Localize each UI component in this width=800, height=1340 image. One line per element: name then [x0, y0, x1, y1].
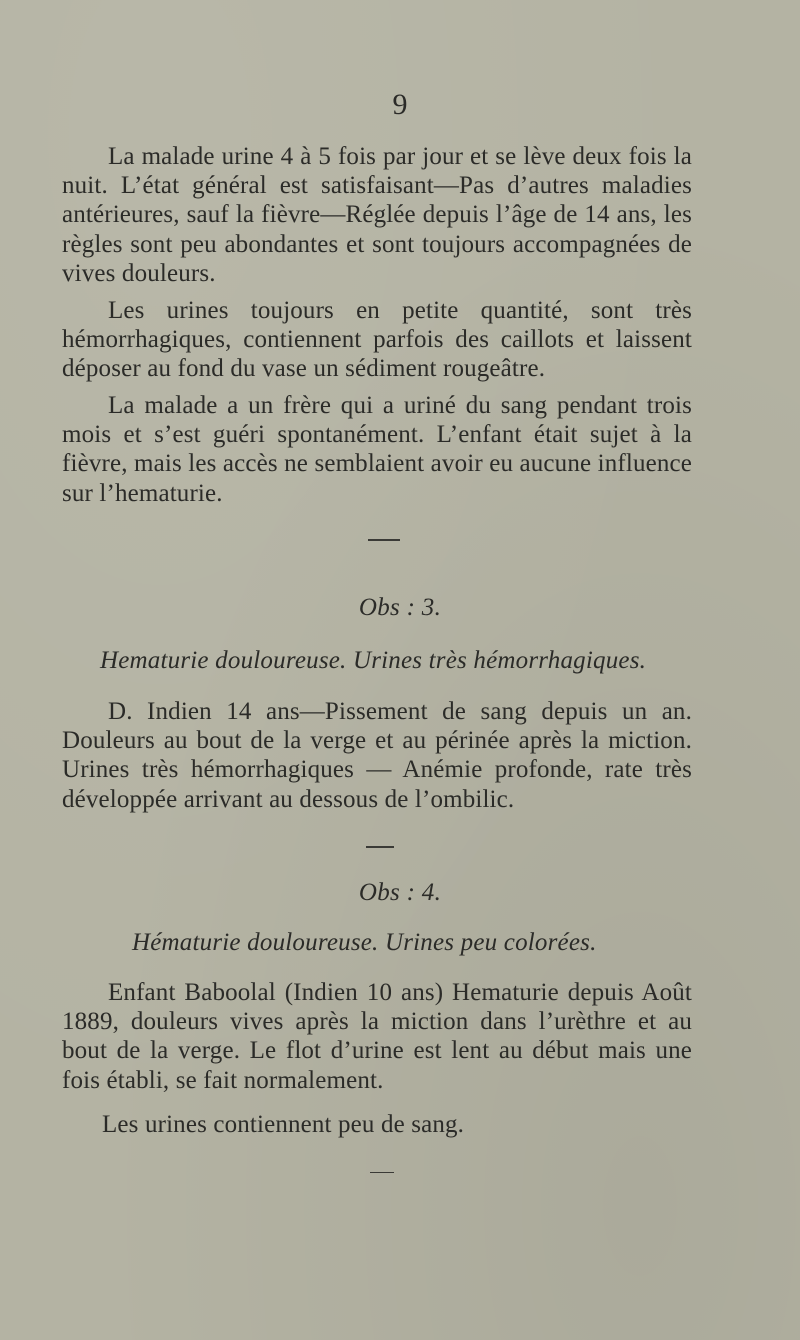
section-divider [368, 539, 400, 541]
obs3-subheading: Hematurie douloureuse. Urines très hémorrhagiques. [100, 647, 647, 674]
page-number: 9 [392, 88, 408, 121]
obs3-heading: Obs : 3. [358, 594, 442, 621]
obs3-body: D. Indien 14 ans—Pissement de sang depuis un an. Douleurs au bout de la verge et au périnée après la miction. Urines très hémorrhagiques — Anémie profonde, rate très développée arrivant au dessous de l’ombilic. [62, 698, 692, 813]
obs4-heading: Obs : 4. [358, 879, 442, 906]
obs4-subheading: Hématurie douloureuse. Urines peu colorées. [132, 929, 597, 956]
paragraph-patient-state: La malade urine 4 à 5 fois par jour et se lève deux fois la nuit. L’état général est satisfaisant—Pas d’autres maladies antérieures, sauf la fièvre—Réglée depuis l’âge de 14 ans, les règles sont peu abondantes et sont toujours accompagnées de vives douleurs. [62, 143, 692, 287]
section-divider [370, 1172, 394, 1173]
paragraph-urines: Les urines toujours en petite quantité, sont très hémorrhagiques, contiennent parfois des caillots et laissent déposer au fond du vase un sédiment rougeâtre. [62, 297, 692, 383]
obs4-body-2: Les urines contiennent peu de sang. [102, 1111, 465, 1138]
section-divider [366, 846, 394, 848]
paragraph-family-history: La malade a un frère qui a uriné du sang pendant trois mois et s’est guéri spontanément. L’enfant était sujet à la fièvre, mais les accès ne semblaient avoir eu aucune influence sur l’hematurie. [62, 392, 692, 507]
obs4-body: Enfant Baboolal (Indien 10 ans) Hematurie depuis Août 1889, douleurs vives après la miction dans l’urèthre et au bout de la verge. Le flot d’urine est lent au début mais une fois établi, se fait normalement. [62, 979, 692, 1094]
